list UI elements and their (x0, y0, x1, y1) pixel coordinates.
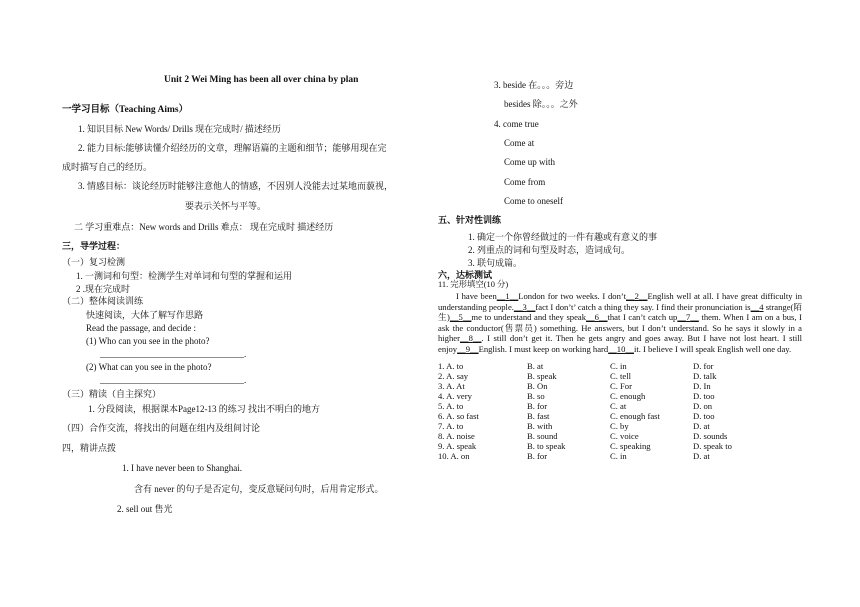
section-4-heading: 四，精讲点拨 (62, 443, 117, 453)
section-5-heading: 五、针对性训练 (438, 215, 502, 225)
cloze-blank-5: 5 (458, 312, 463, 323)
come-at-line: Come at (504, 138, 535, 148)
option-d: D. at (693, 421, 710, 431)
option-b: B. to speak (527, 441, 566, 451)
option-a: 8. A. noise (438, 431, 475, 441)
cloze-blank-2: 2 (634, 291, 639, 301)
option-d: D. speak to (693, 441, 732, 451)
option-d: D. In (693, 381, 711, 391)
training-item-2: 2. 列重点的词和句型及时态，造词成句。 (468, 245, 631, 255)
option-d: D. sounds (693, 431, 728, 441)
come-up-with-line: Come up with (504, 157, 555, 167)
review-item-1: 1. 一测词和句型：检测学生对单词和句型的掌握和运用 (76, 271, 293, 281)
aim-ability-line1: 2. 能力目标:能够读懂介绍经历的文章，理解语篇的主题和细节；能够用现在完 (78, 143, 387, 153)
come-to-oneself-line: Come to oneself (504, 196, 563, 206)
section-3-heading: 三，导学过程： (62, 241, 126, 251)
page-title: Unit 2 Wei Ming has been all over china by plan (164, 75, 359, 85)
intensive-item-1: 1. 分段阅读，根据课本Page12-13 的练习 找出不明白的地方 (88, 404, 320, 414)
option-d: D. talk (693, 371, 717, 381)
review-heading: （一）复习检测 (62, 257, 126, 267)
answer-blank-1: ________________________________. (100, 349, 247, 359)
reading-item-1: 快速阅读，大体了解写作思路 (86, 310, 204, 320)
aim-knowledge: 1. 知识目标 New Words/ Drills 现在完成时/ 描述经历 (78, 124, 281, 134)
review-item-2: 2 .现在完成时 (76, 284, 131, 294)
come-from-line: Come from (504, 177, 546, 187)
option-b: B. speak (527, 371, 557, 381)
option-c: C. voice (610, 431, 639, 441)
answer-blank-2: ________________________________. (100, 375, 247, 385)
reading-heading: （二）整体阅读训练 (62, 296, 144, 306)
option-c: C. For (610, 381, 632, 391)
point-1-note: 含有 never 的句子是否定句，变反意疑问句时，后用肯定形式。 (134, 484, 384, 494)
cloze-blank-1: 1 (505, 291, 510, 301)
come-true-line: 4. come true (494, 119, 539, 129)
cloze-blank-4: 4 (759, 301, 764, 312)
option-d: D. on (693, 401, 713, 411)
cloze-blank-8: 8 (468, 333, 473, 344)
option-a: 3. A. At (438, 381, 465, 391)
cloze-blank-3: 3 (522, 301, 527, 312)
cloze-passage: I have been__1__London for two weeks. I don’t__2__English well at all. I have great difficulty in understanding people.__3__fact I don’t’ catch a thing they say. I find their pronunciation is__4 strange(陌生)__5__me to understand and they speak__6__that I can’t catch up__7__ them. When I am on a bus, I ask the conductor(售票员) something. He answers, but I don’t understand. So he says it slowly in a higher__8__. I still don’t get it. Then he gets angry and goes away. But I have not lost heart. I still enjoy__9__English. I must keep on working hard__10__it. I believe I will speak English well one day. (438, 291, 803, 354)
aim-emotion-line2: 要表示关怀与平等。 (185, 201, 267, 211)
cloze-blank-6: 6 (594, 312, 599, 323)
aim-ability-line2: 成时描写自己的经历。 (62, 162, 153, 172)
key-points-line: 二 学习重难点：New words and Drills 难点： 现在完成时 描述经历 (74, 222, 334, 232)
option-a: 7. A. to (438, 421, 464, 431)
option-a: 6. A. so fast (438, 411, 479, 421)
option-d: D. at (693, 451, 710, 461)
point-2: 2. sell out 售光 (117, 504, 173, 514)
training-item-1: 1. 确定一个你曾经做过的一件有趣或有意义的事 (468, 232, 658, 242)
option-a: 4. A. very (438, 391, 472, 401)
option-c: C. by (610, 421, 629, 431)
option-c: C. speaking (610, 441, 651, 451)
cloze-blank-7: 7 (685, 312, 691, 323)
beside-line: 3. beside 在。。。旁边 (494, 80, 574, 90)
option-c: C. tell (610, 371, 632, 381)
option-a: 5. A. to (438, 401, 464, 411)
option-c: C. in (610, 451, 627, 461)
option-d: D. too (693, 411, 715, 421)
option-c: C. at (610, 401, 627, 411)
option-a: 9. A. speak (438, 441, 477, 451)
intensive-heading: （三）精读（自主探究） (62, 389, 162, 399)
question-2: (2) What can you see in the photo? (86, 362, 212, 372)
option-c: C. in (610, 361, 627, 371)
point-1: 1. I have never been to Shanghai. (122, 463, 242, 473)
option-a: 2. A. say (438, 371, 469, 381)
training-item-3: 3. 联句成篇。 (468, 258, 523, 268)
option-d: D. too (693, 391, 715, 401)
option-b: B. sound (527, 431, 558, 441)
option-b: B. for (527, 451, 548, 461)
option-b: B. at (527, 361, 544, 371)
option-a: 1. A. to (438, 361, 464, 371)
cloze-blank-10: 10 (616, 343, 626, 354)
option-b: B. with (527, 421, 553, 431)
option-b: B. fast (527, 411, 550, 421)
cooperation-line: （四）合作交流，将找出的问题在组内及组间讨论 (62, 423, 261, 433)
option-b: B. On (527, 381, 548, 391)
option-c: C. enough (610, 391, 646, 401)
aim-emotion-line1: 3. 情感目标：谈论经历时能够注意他人的情感，不因别人没能去过某地而藐视， (78, 181, 394, 191)
reading-item-2: Read the passage, and decide : (86, 323, 196, 333)
cloze-blank-9: 9 (465, 343, 470, 354)
section-6-heading: 六，达标测试 (438, 270, 493, 280)
besides-line: besides 除。。。之外 (504, 99, 578, 109)
option-b: B. so (527, 391, 545, 401)
option-b: B. for (527, 401, 548, 411)
option-d: D. for (693, 361, 714, 371)
cloze-title: 11. 完形填空(10 分) (438, 280, 509, 289)
question-1: (1) Who can you see in the photo? (86, 336, 210, 346)
option-a: 10. A. on (438, 451, 470, 461)
section-1-heading: 一学习目标（Teaching Aims） (62, 105, 189, 115)
option-c: C. enough fast (610, 411, 660, 421)
